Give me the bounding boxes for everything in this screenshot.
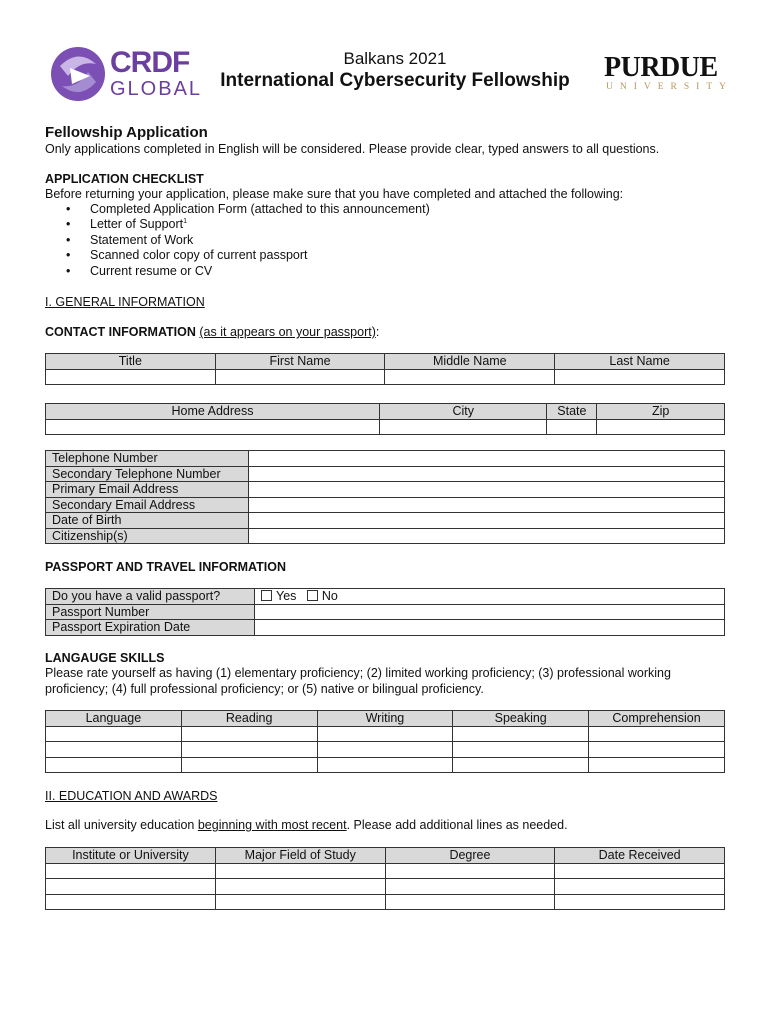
language-row [46, 726, 725, 742]
checklist-item: Completed Application Form (attached to this announcement) [90, 202, 430, 216]
checkbox-icon [261, 590, 272, 601]
secondary-email-input[interactable] [249, 497, 725, 513]
passport-label: Do you have a valid passport? [46, 589, 255, 605]
passport-no-checkbox[interactable]: No [307, 589, 338, 603]
purdue-logo-line2: UNIVERSITY [606, 82, 733, 92]
crdf-logo [50, 46, 203, 104]
crdf-logo-line1: CRDF [110, 46, 190, 79]
contact-label: Secondary Email Address [46, 497, 249, 513]
education-cell[interactable] [385, 894, 555, 910]
language-heading: LANGAUGE SKILLS [45, 651, 165, 665]
form-heading: Fellowship Application [45, 124, 208, 141]
purdue-logo [604, 52, 733, 96]
education-row [46, 894, 725, 910]
purdue-logo-line1: PURDUE [604, 52, 718, 83]
language-cell[interactable] [317, 726, 453, 742]
language-header: Language [46, 711, 182, 727]
telephone-input[interactable] [249, 451, 725, 467]
checklist-item: Statement of Work [90, 233, 194, 247]
address-header-zip: Zip [597, 404, 725, 420]
education-cell[interactable] [46, 879, 216, 895]
education-cell[interactable] [215, 894, 385, 910]
language-cell[interactable] [453, 757, 589, 773]
education-cell[interactable] [215, 863, 385, 879]
education-header: Date Received [555, 848, 725, 864]
address-table [45, 403, 725, 435]
language-note: Please rate yourself as having (1) elementary proficiency; (2) limited working proficiency; (3) professional working proficiency; (4) full professional proficiency; or (5) native or bilingual proficiency. [45, 666, 671, 696]
language-cell[interactable] [589, 742, 725, 758]
passport-label: Passport Number [46, 604, 255, 620]
first-name-input[interactable] [215, 369, 385, 385]
name-header-middle: Middle Name [385, 354, 555, 370]
education-cell[interactable] [215, 879, 385, 895]
passport-yes-checkbox[interactable]: Yes [261, 589, 296, 603]
language-cell[interactable] [453, 726, 589, 742]
language-header: Comprehension [589, 711, 725, 727]
language-cell[interactable] [46, 742, 182, 758]
checklist-bullet: • [66, 217, 71, 231]
language-cell[interactable] [317, 757, 453, 773]
passport-expiration-input[interactable] [255, 620, 725, 636]
language-table [45, 710, 725, 773]
contact-label: Citizenship(s) [46, 528, 249, 544]
education-cell[interactable] [555, 879, 725, 895]
name-header-first: First Name [215, 354, 385, 370]
checklist-item: Letter of Support$^1$ [90, 217, 188, 231]
language-cell[interactable] [46, 757, 182, 773]
passport-heading: PASSPORT AND TRAVEL INFORMATION [45, 560, 286, 574]
passport-label: Passport Expiration Date [46, 620, 255, 636]
zip-input[interactable] [597, 419, 725, 435]
language-cell[interactable] [453, 742, 589, 758]
education-row [46, 879, 725, 895]
address-header-home: Home Address [46, 404, 380, 420]
crdf-logo-line2: GLOBAL [110, 78, 203, 100]
primary-email-input[interactable] [249, 482, 725, 498]
language-cell[interactable] [181, 757, 317, 773]
contact-table [45, 450, 725, 544]
education-cell[interactable] [46, 894, 216, 910]
education-cell[interactable] [46, 863, 216, 879]
checklist-bullet: • [66, 264, 71, 278]
middle-name-input[interactable] [385, 369, 555, 385]
language-row [46, 757, 725, 773]
education-table [45, 847, 725, 910]
education-row [46, 863, 725, 879]
education-header: Institute or University [46, 848, 216, 864]
language-cell[interactable] [181, 742, 317, 758]
contact-label: Secondary Telephone Number [46, 466, 249, 482]
contact-note: (as it appears on your passport) [199, 325, 376, 339]
state-input[interactable] [547, 419, 597, 435]
education-cell[interactable] [385, 879, 555, 895]
home-address-input[interactable] [46, 419, 380, 435]
contact-label: Primary Email Address [46, 482, 249, 498]
city-input[interactable] [379, 419, 546, 435]
language-cell[interactable] [181, 726, 317, 742]
secondary-telephone-input[interactable] [249, 466, 725, 482]
page-title: International Cybersecurity Fellowship [220, 70, 570, 91]
program-label: Balkans 2021 [343, 49, 447, 68]
checklist-bullet: • [66, 248, 71, 262]
citizenship-input[interactable] [249, 528, 725, 544]
education-cell[interactable] [385, 863, 555, 879]
passport-yes-no [255, 589, 725, 605]
checklist-bullet: • [66, 202, 71, 216]
contact-label: Telephone Number [46, 451, 249, 467]
crdf-logo-mark-icon [50, 46, 106, 102]
education-note: List all university education beginning with most recent. Please add additional lines as needed. [45, 818, 568, 832]
language-header: Writing [317, 711, 453, 727]
checklist-heading: APPLICATION CHECKLIST [45, 172, 204, 186]
language-cell[interactable] [589, 726, 725, 742]
checklist-item: Scanned color copy of current passport [90, 248, 308, 262]
footnote-mark: 1 [183, 217, 188, 225]
passport-number-input[interactable] [255, 604, 725, 620]
language-header: Reading [181, 711, 317, 727]
language-cell[interactable] [46, 726, 182, 742]
name-table [45, 353, 725, 385]
checklist-item: Current resume or CV [90, 264, 213, 278]
education-cell[interactable] [555, 894, 725, 910]
language-cell[interactable] [589, 757, 725, 773]
education-cell[interactable] [555, 863, 725, 879]
name-header-title: Title [46, 354, 216, 370]
education-header: Major Field of Study [215, 848, 385, 864]
last-name-input[interactable] [555, 369, 725, 385]
name-header-last: Last Name [555, 354, 725, 370]
address-header-city: City [379, 404, 546, 420]
contact-label: Date of Birth [46, 513, 249, 529]
english-note: Only applications completed in English will be considered. Please provide clear, typed answers to all questions. [45, 142, 660, 156]
section-education-title: II. EDUCATION AND AWARDS [45, 789, 218, 803]
language-row [46, 742, 725, 758]
education-header: Degree [385, 848, 555, 864]
language-cell[interactable] [317, 742, 453, 758]
date-of-birth-input[interactable] [249, 513, 725, 529]
checklist-bullet: • [66, 233, 71, 247]
title-input[interactable] [46, 369, 216, 385]
address-header-state: State [547, 404, 597, 420]
section-general-title: I. GENERAL INFORMATION [45, 295, 205, 309]
contact-heading: CONTACT INFORMATION [45, 325, 196, 339]
passport-table [45, 588, 725, 636]
checklist-lead: Before returning your application, please make sure that you have completed and attached the following: [45, 187, 624, 201]
language-header: Speaking [453, 711, 589, 727]
contact-heading-line: CONTACT INFORMATION (as it appears on your passport): [45, 325, 380, 339]
checkbox-icon [307, 590, 318, 601]
